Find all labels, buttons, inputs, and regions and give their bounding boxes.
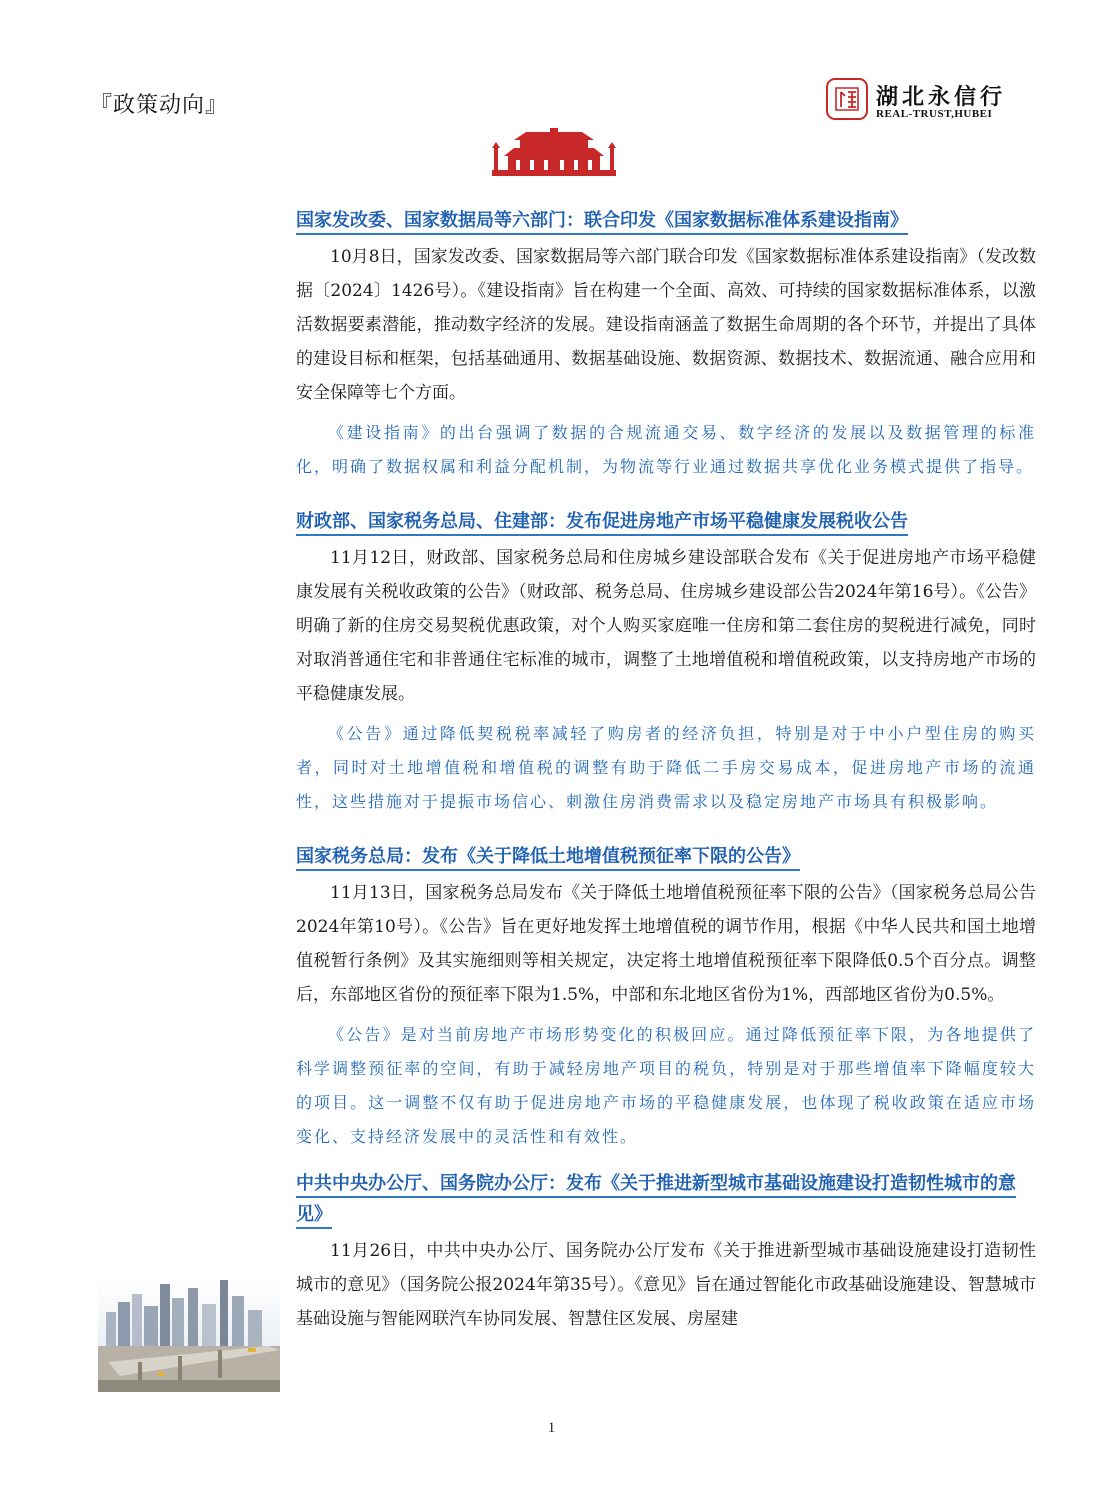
article-title: 国家税务总局：发布《关于降低土地增值税预征率下限的公告》 — [296, 846, 800, 871]
article-body: 11月12日，财政部、国家税务总局和住房城乡建设部联合发布《关于促进房地产市场平稳健康发展有关税收政策的公告》（财政部、税务总局、住房城乡建设部公告2024年第16号）。《公告》明确了新的住房交易契税优惠政策，对个人购买家庭唯一住房和第二套住房的契税进行减免，同时对取消普通住宅和非普通住宅标准的城市，调整了土地增值税和增值税政策，以支持房地产市场的平稳健康发展。 — [296, 548, 1036, 704]
article-list — [296, 205, 1036, 1336]
brand-logo — [826, 78, 1036, 124]
article-comment: 《公告》通过降低契税税率减轻了购房者的经济负担，特别是对于中小户型住房的购买者，同时对土地增值税和增值税的调整有助于降低二手房交易成本，促进房地产市场的流通性，这些措施对于提振市场信心、刺激住房消费需求以及稳定房地产市场具有积极影响。 — [296, 724, 1036, 811]
article-title: 中共中央办公厅、国务院办公厅：发布《关于推进新型城市基础设施建设打造韧性城市的意见》 — [296, 1173, 1016, 1229]
article-body: 10月8日，国家发改委、国家数据局等六部门联合印发《国家数据标准体系建设指南》（发改数据〔2024〕1426号）。《建设指南》旨在构建一个全面、高效、可持续的国家数据标准体系，以激活数据要素潜能，推动数字经济的发展。建设指南涵盖了数据生命周期的各个环节，并提出了具体的建设目标和框架，包括基础通用、数据基础设施、数据资源、数据技术、数据流通、融合应用和安全保障等七个方面。 — [296, 247, 1036, 403]
page-number: 1 — [547, 1420, 556, 1436]
article-body: 11月26日，中共中央办公厅、国务院办公厅发布《关于推进新型城市基础设施建设打造韧性城市的意见》（国务院公报2024年第35号）。《意见》旨在通过智能化市政基础设施建设、智慧城市基础设施与智能网联汽车协同发展、智慧住区发展、房屋建 — [296, 1241, 1036, 1329]
article — [296, 205, 1036, 484]
brand-name: 湖北永信行 — [876, 85, 1007, 110]
brand-english: REAL-TRUST,HUBEI — [876, 108, 993, 120]
article — [296, 1168, 1036, 1336]
article-body: 11月13日，国家税务总局发布《关于降低土地增值税预征率下限的公告》（国家税务总局公告2024年第10号）。《公告》旨在更好地发挥土地增值税的调节作用，根据《中华人民共和国土地增值税暂行条例》及其实施细则等相关规定，决定将土地增值税预征率下限降低0.5个百分点。调整后，东部地区省份的预征率下限为1.5%，中部和东北地区省份为1%，西部地区省份为0.5%。 — [296, 883, 1036, 1005]
article-title: 国家发改委、国家数据局等六部门：联合印发《国家数据标准体系建设指南》 — [296, 210, 908, 235]
article — [296, 841, 1036, 1154]
article-comment: 《公告》是对当前房地产市场形势变化的积极回应。通过降低预征率下限，为各地提供了科学调整预征率的空间，有助于减轻房地产项目的税负，特别是对于那些增值率下降幅度较大的项目。这一调整不仅有助于促进房地产市场的平稳健康发展，也体现了税收政策在适应市场变化、支持经济发展中的灵活性和有效性。 — [296, 1025, 1036, 1146]
section-tag: 『政策动向』 — [90, 93, 229, 118]
article — [296, 506, 1036, 819]
brand-seal-icon — [826, 78, 868, 120]
article-comment: 《建设指南》的出台强调了数据的合规流通交易、数字经济的发展以及数据管理的标准化，明确了数据权属和利益分配机制，为物流等行业通过数据共享优化业务模式提供了指导。 — [296, 423, 1036, 476]
city-construction-image — [98, 1276, 280, 1392]
article-title: 财政部、国家税务总局、住建部：发布促进房地产市场平稳健康发展税收公告 — [296, 511, 908, 536]
tiananmen-gate-icon — [490, 126, 618, 178]
